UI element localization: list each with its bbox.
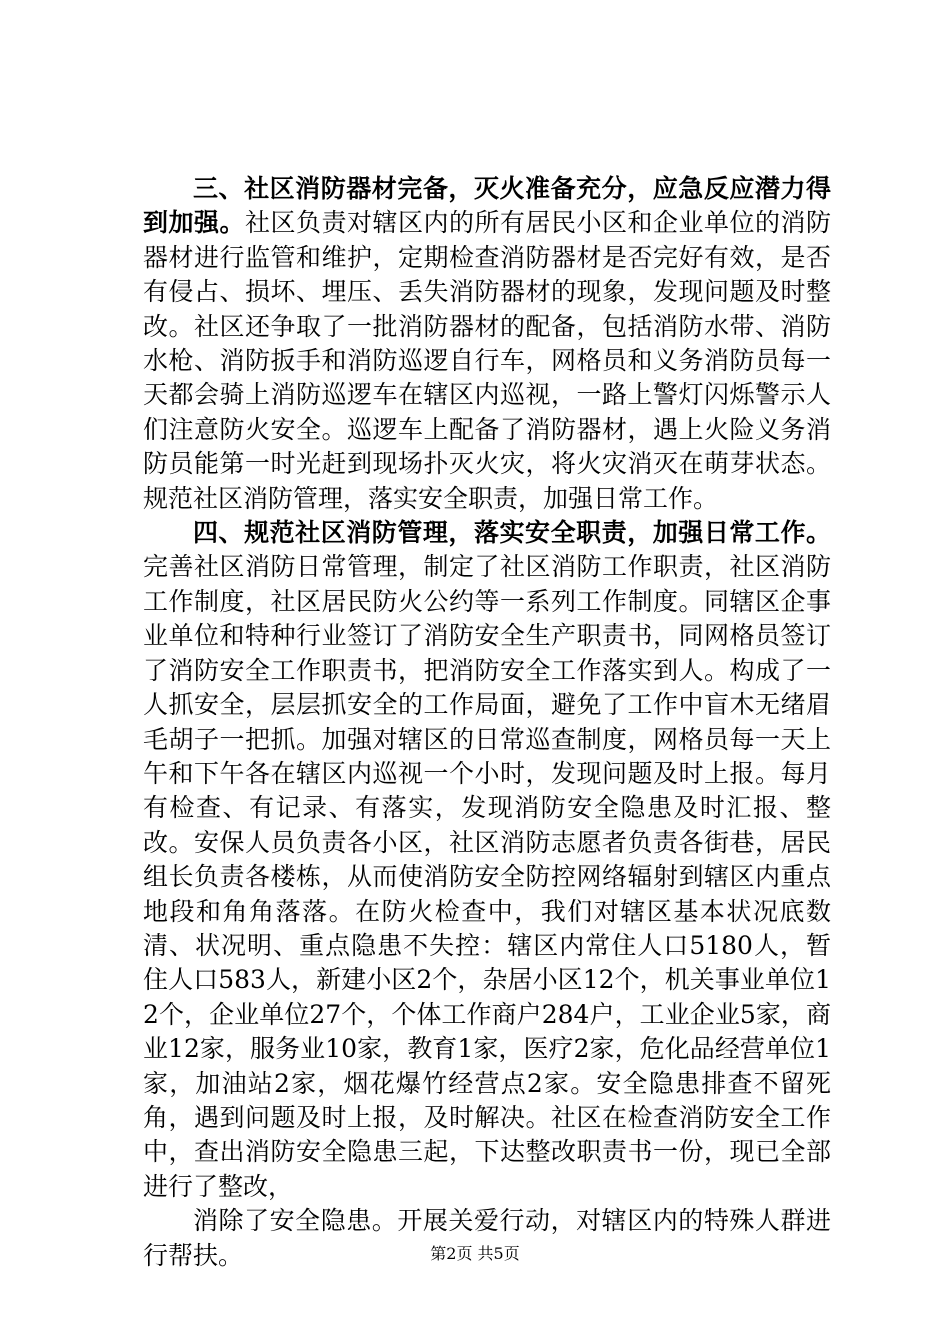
paragraph-text: 完善社区消防日常管理，制定了社区消防工作职责，社区消防工作制度，社区居民防火公约等一系列工作制度。同辖区企事业单位和特种行业签订了消防安全生产职责书，同网格员签订了消防安全工作职责书，把消防安全工作落实到人。构成了一人抓安全，层层抓安全的工作局面，避免了工作中盲木无绪眉毛胡子一把抓。加强对辖区的日常巡查制度，网格员每一天上午和下午各在辖区内巡视一个小时，发现问题及时上报。每月有检查、有记录、有落实，发现消防安全隐患及时汇报、整改。安保人员负责各小区，社区消防志愿者负责各街巷，居民组长负责各楼栋，从而使消防安全防控网络辐射到辖区内重点地段和角角落落。在防火检查中，我们对辖区基本状况底数清、状况明、重点隐患不失控：辖区内常住人口5180人，暂住人口583人，新建小区2个，杂居小区12个，机关事业单位12个，企业单位27个，个体工作商户284户，工业企业5家，商业12家，服务业10家，教育1家，医疗2家，危化品经营单位1家，加油站2家，烟花爆竹经营点2家。安全隐患排查不留死角，遇到问题及时上报，及时解决。社区在检查消防安全工作中，查出消防安全隐患三起，下达整改职责书一份，现已全部进行了整改， [143, 552, 831, 1201]
paragraph-text: 消除了安全隐患。开展关爱行动，对辖区内的特殊人群进行帮扶。 [143, 1206, 831, 1270]
section-heading-three: 三、社区消防器材完备，灭火准备充分，应急反应潜力得到加强。 [143, 174, 831, 238]
page-number-footer: 第2页 共5页 [430, 1244, 520, 1263]
paragraph-text: 社区负责对辖区内的所有居民小区和企业单位的消防器材进行监管和维护，定期检查消防器材是否完好有效，是否有侵占、损坏、埋压、丢失消防器材的现象，发现问题及时整改。社区还争取了一批消防器材的配备，包括消防水带、消防水枪、消防扳手和消防巡逻自行车，网格员和义务消防员每一天都会骑上消防巡逻车在辖区内巡视，一路上警灯闪烁警示人们注意防火安全。巡逻车上配备了消防器材，遇上火险义务消防员能第一时光赶到现场扑灭火灾，将火灾消灭在萌芽状态。规范社区消防管理，落实安全职责，加强日常工作。 [143, 208, 831, 513]
paragraph-section-three [143, 172, 831, 516]
paragraph-section-four [143, 516, 831, 1204]
document-body [143, 172, 831, 1273]
section-heading-four: 四、规范社区消防管理，落实安全职责，加强日常工作。 [193, 518, 831, 548]
